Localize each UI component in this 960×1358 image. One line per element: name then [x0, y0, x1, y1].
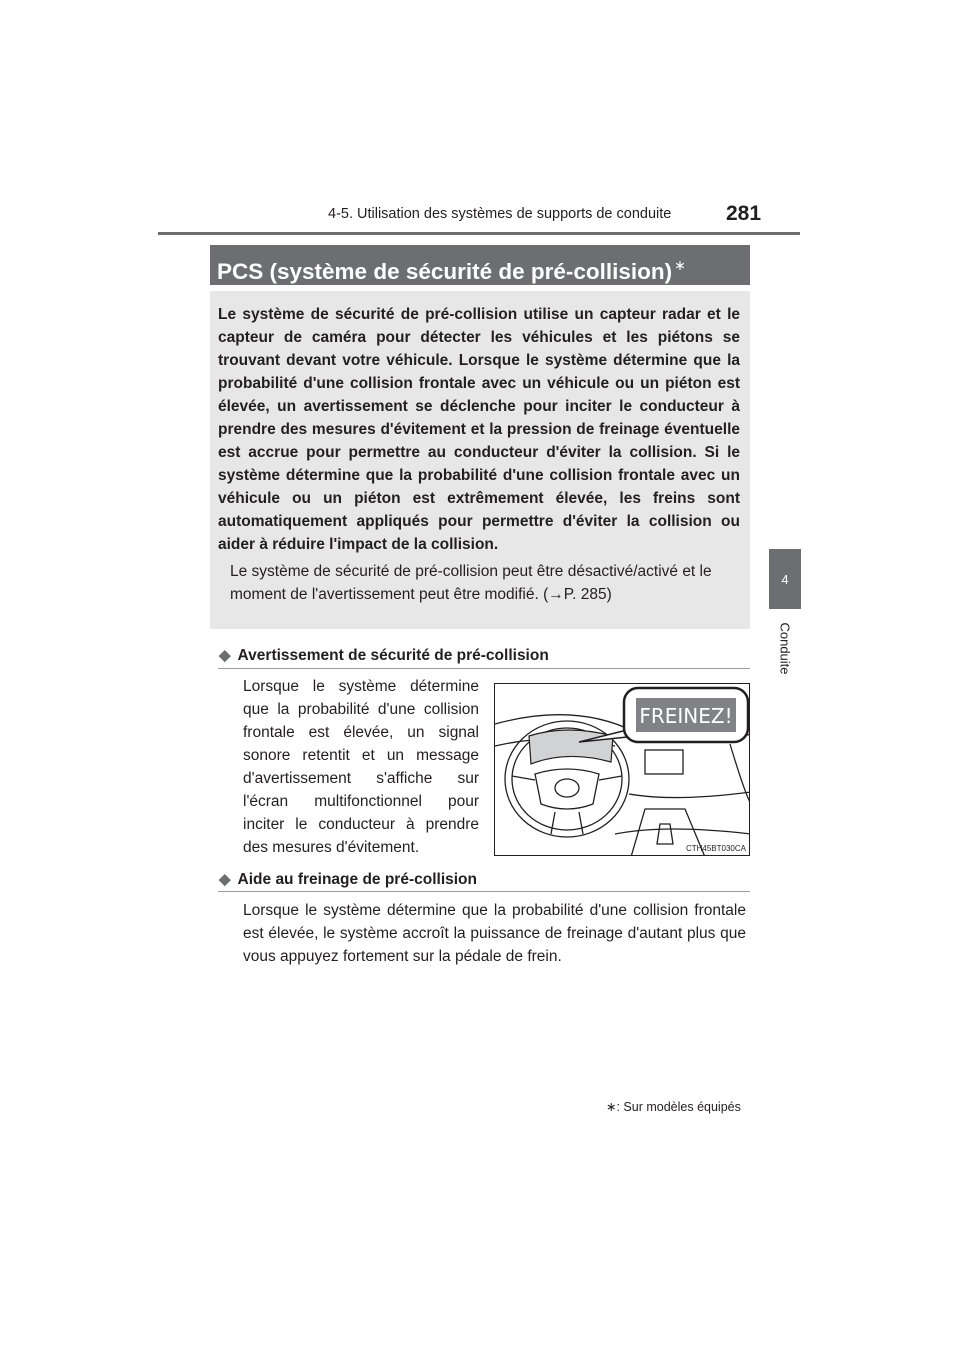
running-header-section: 4-5. Utilisation des systèmes de supports de conduite [328, 206, 672, 222]
subsection-heading-warning [219, 646, 549, 665]
footnote-text: : Sur modèles équipés [616, 1100, 741, 1114]
footnote [606, 1099, 741, 1114]
equipped-mark: ∗ [674, 257, 686, 273]
meter-cluster [529, 730, 613, 764]
section-title-text: PCS (système de sécurité de pré-collision) [217, 259, 673, 284]
chapter-tab [769, 549, 801, 609]
subsection-heading-text: Aide au freinage de pré-collision [237, 871, 477, 888]
dashboard-drawing [495, 684, 750, 856]
warning-description: Lorsque le système détermine que la probabilité d'une collision frontale est élevée, un signal sonore retentit et un message d'avertissement s'affiche sur l'écran multifonctionnel pour inciter le conducteur à prendre des mesures d'évitement. [243, 678, 479, 856]
diamond-bullet-icon: ◆ [219, 647, 231, 664]
chapter-number: 4 [781, 571, 789, 587]
brake-assist-description: Lorsque le système détermine que la probabilité d'une collision frontale est élevée, le système accroît la puissance de freinage d'autant plus que vous appuyez fortement sur la pédale de frein. [243, 902, 746, 965]
illustration-code: CTH45BT030CA [685, 844, 746, 853]
diamond-bullet-icon: ◆ [219, 871, 231, 888]
intro-box [210, 291, 750, 629]
intro-paragraph: Le système de sécurité de pré-collision utilise un capteur radar et le capteur de caméra pour détecter les véhicules et les piétons se trouvant devant votre véhicule. Lorsque le système détermine que la probabilité d'une collision frontale avec un véhicule ou un piéton est élevée, un avertissement se déclenche pour inciter le conducteur à prendre des mesures d'évitement et la pression de freinage éventuelle est accrue pour permettre au conducteur d'éviter la collision. Si le système détermine que la probabilité d'une collision frontale avec un véhicule ou un piéton est extrêmement élevée, les freins sont automatiquement appliqués pour permettre d'éviter la collision ou aider à réduire l'impact de la collision. [218, 306, 740, 553]
subsection-divider [218, 891, 750, 892]
subsection-heading-text: Avertissement de sécurité de pré-collision [237, 647, 549, 664]
subsection-divider [218, 668, 750, 669]
page-number: 281 [726, 202, 762, 225]
chapter-label-wrap [762, 616, 808, 680]
section-title [210, 245, 750, 285]
intro-note: Le système de sécurité de pré-collision peut être désactivé/activé et le moment de l'avertissement peut être modifié. (→P. 285) [230, 563, 712, 603]
chapter-label: Conduite [777, 621, 793, 675]
footnote-mark: ∗ [606, 1100, 617, 1114]
header-divider [158, 232, 800, 235]
subsection-heading-brake-assist [219, 870, 477, 889]
dashboard-illustration [494, 683, 750, 856]
warning-message-text: FREINEZ! [639, 704, 733, 728]
